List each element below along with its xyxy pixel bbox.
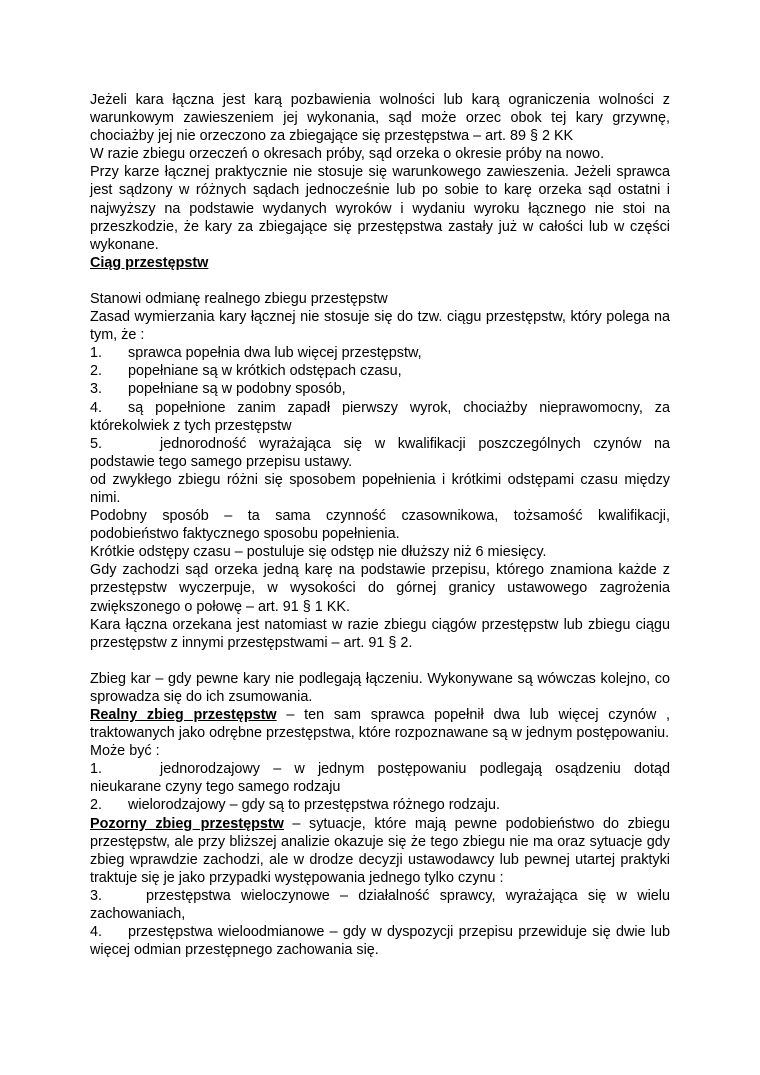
list-item [90,435,670,471]
list-text: jednorodność wyrażająca się w kwalifikacji poszczególnych czynów na podstawie tego samego przepisu ustawy. [90,435,670,470]
spacer [90,652,670,670]
list-number: 3. [90,381,103,398]
paragraph: Może być : [90,743,160,760]
list-text: są popełnione zanim zapadł pierwszy wyrok, chociażby nieprawomocny, za którekolwiek z tych przestępstw [90,399,670,434]
list-number: 4. [90,399,103,416]
paragraph [90,706,670,742]
list-text: popełniane są w krótkich odstępach czasu, [128,363,402,380]
section-heading: Ciąg przestępstw [90,254,209,271]
list-item [90,760,670,796]
list-item [90,887,670,923]
list-text: jednorodzajowy – w jednym postępowaniu podlegają osądzeniu dotąd nieukarane czyny tego samego rodzaju [90,761,670,796]
paragraph: Jeżeli kara łączna jest karą pozbawienia wolności lub karą ograniczenia wolności z warunkowym zawieszeniem jej wykonania, sąd może orzec obok tej kary grzywnę, chociażby jej nie orzeczono za zbiegające się przestępstwa – art. 89 § 2 KK [90,92,670,145]
paragraph: Kara łączna orzekana jest natomiast w razie zbiegu ciągów przestępstw lub zbiegu ciągu przestępstw z innymi przestępstwami – art. 91 § 2. [90,616,670,651]
term-definition: – ten sam sprawca popełnił dwa lub więcej czynów , traktowanych jako odrębne przestępstwa, które rozpoznawane są w jednym postępowaniu. [90,707,670,742]
list-number: 1. [90,345,103,362]
paragraph: od zwykłego zbiegu różni się sposobem popełnienia i krótkimi odstępami czasu między nimi. [90,471,670,506]
list-item [90,344,670,362]
list-item [90,796,670,814]
list-number: 2. [90,363,103,380]
list-number: 1. [90,761,103,778]
paragraph: Zasad wymierzania kary łącznej nie stosuje się do tzw. ciągu przestępstw, który polega na tym, że : [90,309,670,344]
paragraph: Gdy zachodzi sąd orzeka jedną karę na podstawie przepisu, którego znamiona każde z przestępstw wyczerpuje, w wysokości do górnej granicy ustawowego zagrożenia zwiększonego o połowę – art. 91 § 1 KK. [90,562,670,615]
paragraph: Krótkie odstępy czasu – postuluje się odstęp nie dłuższy niż 6 miesięcy. [90,544,547,561]
paragraph: W razie zbiegu orzeczeń o okresach próby, sąd orzeka o okresie próby na nowo. [90,146,605,163]
list-item [90,923,670,959]
list-item [90,362,670,380]
paragraph: Zbieg kar – gdy pewne kary nie podlegają łączeniu. Wykonywane są wówczas kolejno, co sprowadza się do ich zsumowania. [90,670,670,705]
term-heading: Realny zbieg przestępstw [90,707,277,723]
list-number: 4. [90,924,103,941]
list-number: 3. [90,887,103,904]
list-text: przestępstwa wieloodmianowe – gdy w dyspozycji przepisu przewiduje się dwie lub więcej odmian przestępnego zachowania się. [90,924,670,959]
paragraph: Przy karze łącznej praktycznie nie stosuje się warunkowego zawieszenia. Jeżeli sprawca jest sądzony w różnych sądach jednocześnie lub po sobie to karę orzeka sąd ostatni i najwyższy na podstawie wydanych wyroków i wydaniu wyroku łącznego nie stoi na przeszkodzie, że kary za zbiegające się przestępstwa zastały już w całości lub w części wykonane. [90,164,670,253]
paragraph: Stanowi odmianę realnego zbiegu przestępstw [90,290,388,307]
list-item [90,380,670,398]
term-definition: – sytuacje, które mają pewne podobieństwo do zbiegu przestępstw, ale przy bliższej analizie okazuje się że tego zbiegu nie ma oraz sytuacje gdy zbieg wprawdzie zachodzi, ale w drodze decyzji ustawodawcy lub pewnej utartej praktyki traktuje się je jako przypadki występowania jednego tylko czynu : [90,815,671,886]
document-page [90,91,670,959]
list-number: 2. [90,797,103,814]
paragraph [90,815,670,887]
list-number: 5. [90,435,103,452]
list-text: przestępstwa wieloczynowe – działalność sprawcy, wyrażająca się w wielu zachowaniach, [90,887,670,923]
list-text: popełniane są w podobny sposób, [128,381,346,398]
spacer [90,272,670,290]
list-text: sprawca popełnia dwa lub więcej przestępstw, [128,345,422,362]
term-heading: Pozorny zbieg przestępstw [90,815,284,832]
list-text: wielorodzajowy – gdy są to przestępstwa różnego rodzaju. [128,797,500,814]
paragraph: Podobny sposób – ta sama czynność czasownikowa, tożsamość kwalifikacji, podobieństwo faktycznego sposobu popełnienia. [90,508,670,543]
list-item [90,399,670,435]
